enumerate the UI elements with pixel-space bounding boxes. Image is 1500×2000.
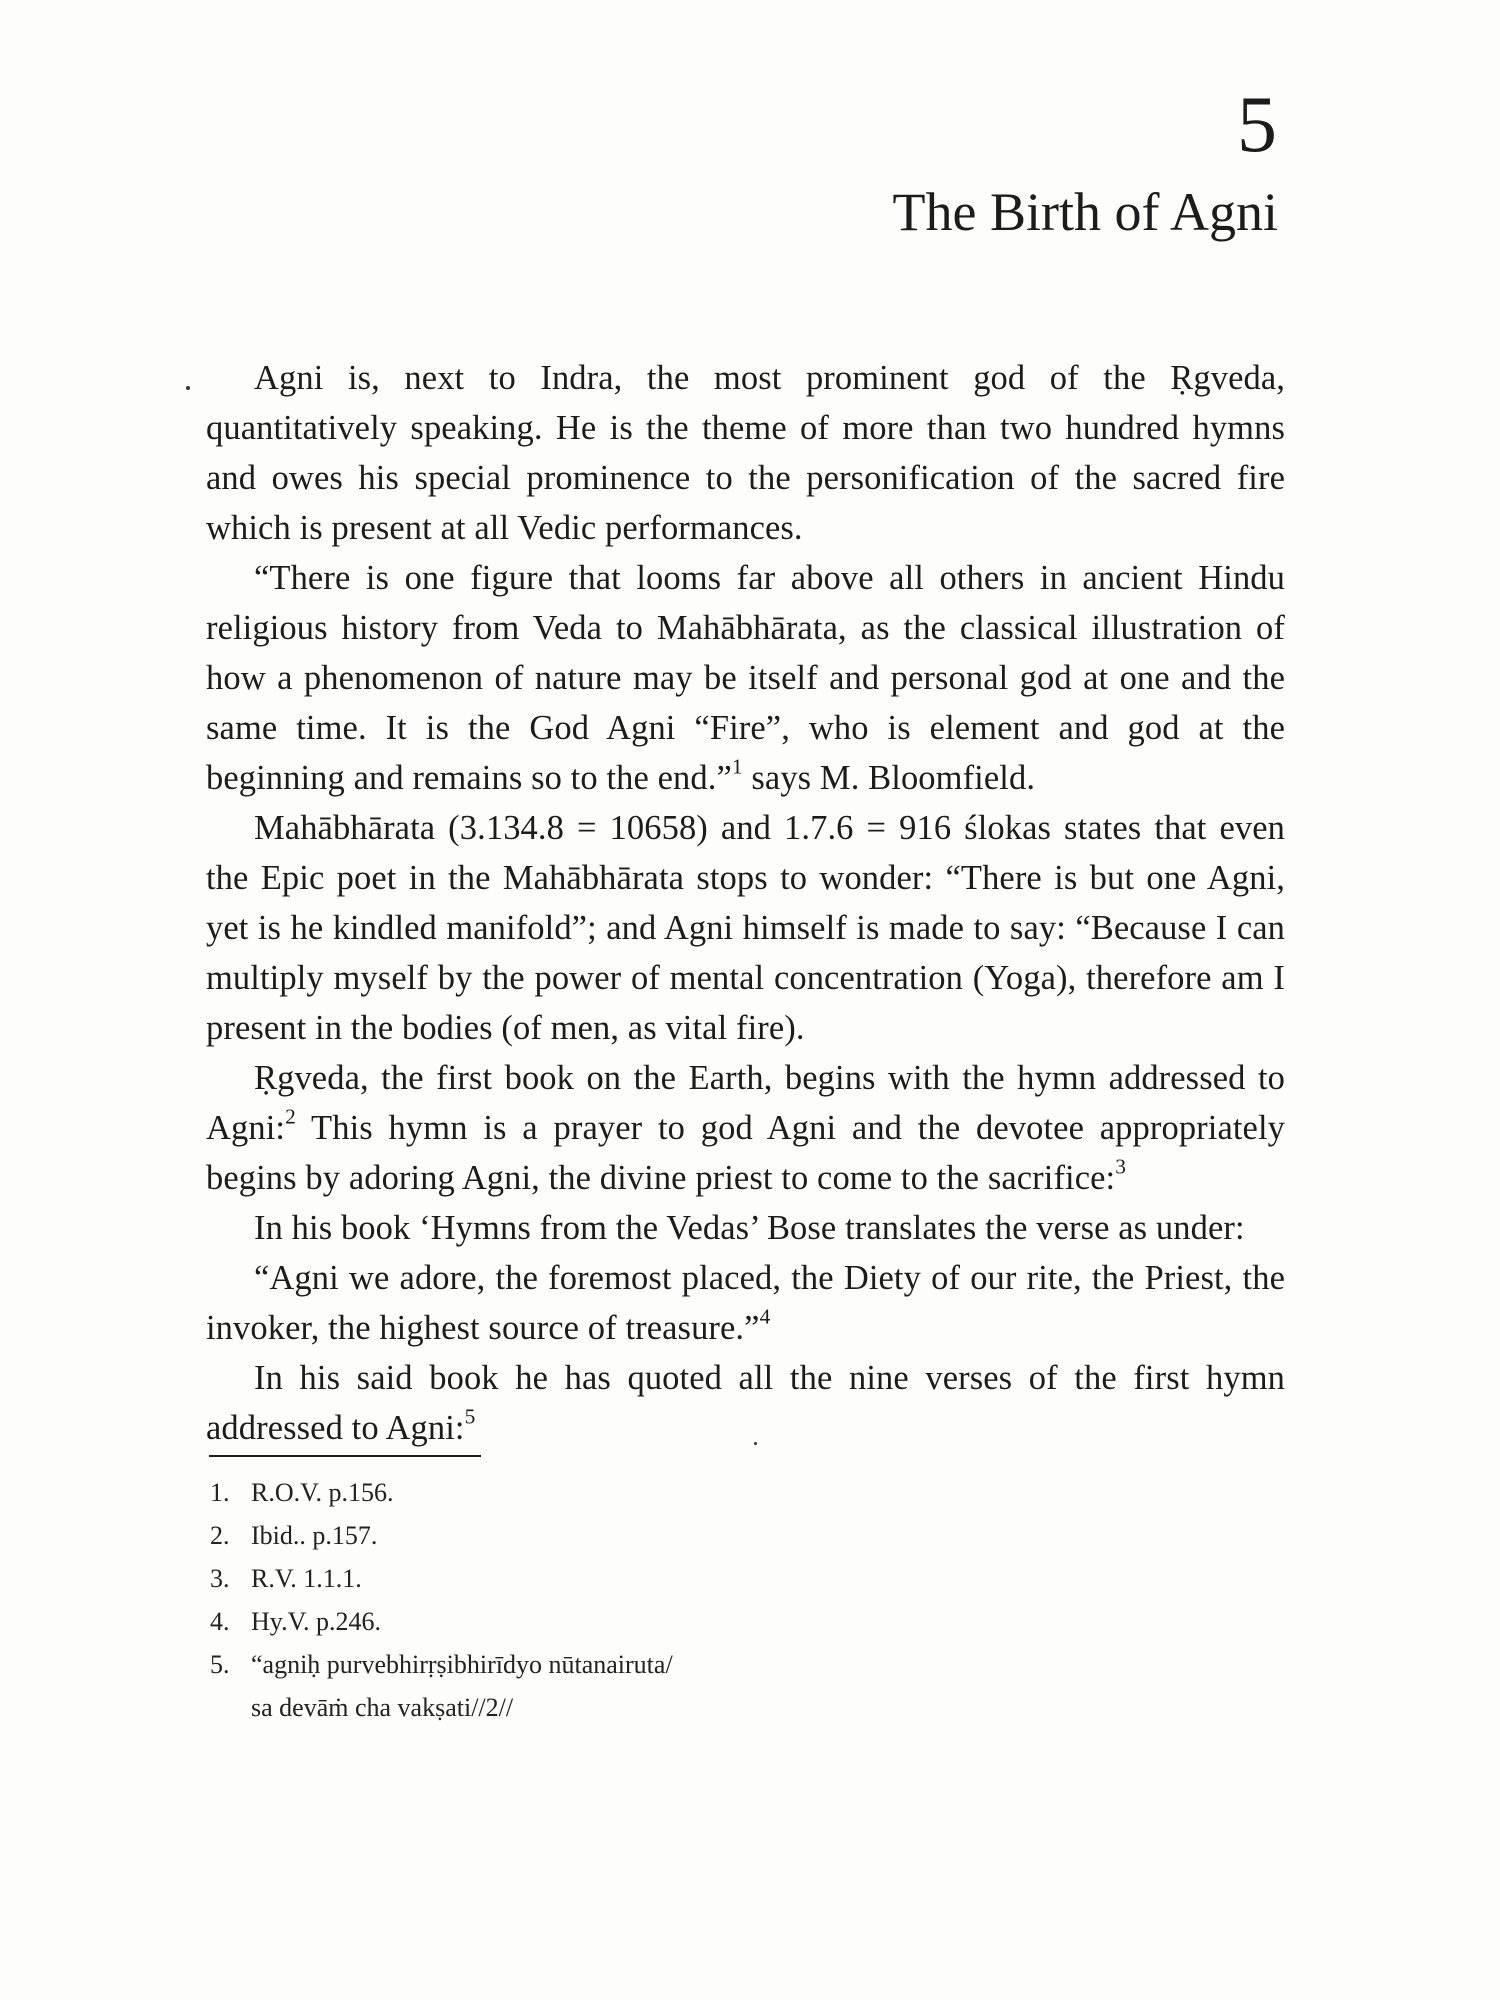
footnote-item — [206, 1557, 1285, 1600]
paragraph-6-quote — [206, 1253, 1285, 1353]
footnote-item — [206, 1600, 1285, 1643]
paragraph-4 — [206, 1053, 1285, 1203]
footnote-text: R.V. 1.1.1. — [251, 1564, 362, 1593]
paragraph-text: “Agni we adore, the foremost placed, the Diety of our rite, the Priest, the invoker, the highest source of treasure.” — [206, 1259, 1285, 1347]
chapter-number: 5 — [1237, 81, 1277, 169]
footnote-text: “agniḥ purvebhirṛṣibhirīdyo nūtanairuta/ — [251, 1650, 673, 1679]
chapter-title: The Birth of Agni — [892, 182, 1278, 242]
footnote-ref[interactable]: 2 — [285, 1104, 296, 1129]
scan-speck — [186, 386, 190, 390]
footnote-ref[interactable]: 5 — [464, 1404, 476, 1429]
footnote-item — [206, 1514, 1285, 1557]
chapter-body — [206, 353, 1285, 1729]
paragraph-text-continued: This hymn is a prayer to god Agni and the devotee appropriately begins by adoring Agni, the divine priest to come to the sacrifice: — [206, 1109, 1285, 1197]
footnote-text: Hy.V. p.246. — [251, 1607, 382, 1636]
footnote-ref[interactable]: 1 — [731, 754, 743, 779]
footnote-ref[interactable]: 3 — [1115, 1154, 1127, 1179]
footnote-number: 3. — [210, 1564, 230, 1593]
footnote-number: 5. — [210, 1650, 230, 1679]
footnote-item — [206, 1643, 1285, 1729]
paragraph-text: Mahābhārata (3.134.8 = 10658) and 1.7.6 = 916 ślokas states that even the Epic poet in the Mahābhārata stops to wonder: “There is but one Agni, yet is he kindled manifold”; and Agni himself is made to say: “Because I can multiply myself by the power of mental concentration (Yoga), therefore am I present in the bodies (of men, as vital fire). — [206, 809, 1285, 1047]
paragraph-text: In his book ‘Hymns from the Vedas’ Bose translates the verse as under: — [254, 1209, 1245, 1247]
footnote-number: 4. — [210, 1607, 230, 1636]
paragraph-1 — [206, 353, 1285, 553]
footnote-text: R.O.V. p.156. — [251, 1478, 394, 1507]
footnote-divider — [209, 1455, 481, 1457]
footnote-number: 2. — [210, 1521, 230, 1550]
paragraph-2 — [206, 553, 1285, 803]
footnote-number: 1. — [210, 1478, 230, 1507]
paragraph-text: “There is one figure that looms far above all others in ancient Hindu religious history from Veda to Mahābhārata, as the classical illustration of how a phenomenon of nature may be itself and personal god at one and the same time. It is the God Agni “Fire”, who is element and god at the beginning and remains so to the end.” — [206, 559, 1285, 797]
paragraph-5 — [206, 1203, 1285, 1253]
footnote-item — [206, 1471, 1285, 1514]
paragraph-text: Agni is, next to Indra, the most prominent god of the Ṛgveda, quantitatively speaking. He is the theme of more than two hundred hymns and owes his special prominence to the personification of the sacred fire which is present at all Vedic performances. — [206, 359, 1285, 547]
paragraph-text: Ṛgveda, the first book on the Earth, begins with the hymn addressed to Agni: — [206, 1059, 1285, 1147]
paragraph-7 — [206, 1353, 1285, 1453]
footnote-list — [206, 1471, 1285, 1729]
footnote-text: Ibid.. p.157. — [251, 1521, 378, 1550]
paragraph-text-continued: says M. Bloomfield. — [742, 759, 1036, 797]
paragraph-3 — [206, 803, 1285, 1053]
footnote-text-continued: sa devāṁ cha vakṣati//2// — [251, 1693, 514, 1722]
paragraph-text: In his said book he has quoted all the nine verses of the first hymn addressed to Agni: — [206, 1359, 1285, 1447]
footnote-ref[interactable]: 4 — [759, 1304, 771, 1329]
